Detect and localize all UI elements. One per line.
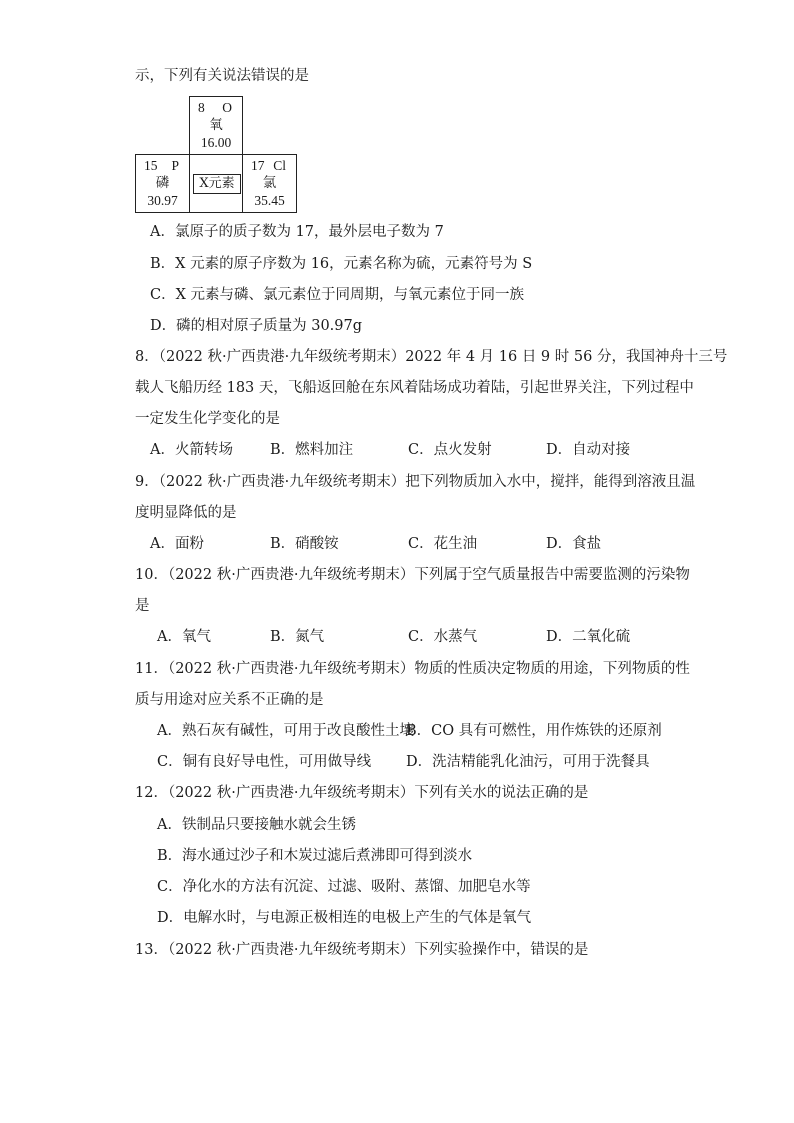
q9-option-d: D．食盐: [546, 536, 602, 552]
q8-option-b: B．燃料加注: [270, 442, 354, 458]
q11-option-a: A．熟石灰有碱性，可用于改良酸性土壤: [157, 723, 414, 739]
q8-option-a: A．火箭转场: [150, 442, 233, 458]
element-name: 磷: [155, 175, 170, 191]
q9-options: [150, 534, 601, 554]
q10-option-c: C．水蒸气: [408, 629, 478, 645]
q11-option-d: D．洗洁精能乳化油污，可用于洗餐具: [406, 754, 650, 770]
element-symbol: Cl: [273, 158, 286, 173]
atomic-mass: 30.97: [147, 193, 178, 208]
element-symbol: P: [171, 158, 179, 173]
question-continuation: 示，下列有关说法错误的是: [135, 68, 309, 84]
q10-option-b: B．氮气: [270, 629, 325, 645]
q9-option-b: B．硝酸铵: [270, 536, 339, 552]
atomic-number: 15: [144, 158, 158, 173]
element-cell-phosphorus: [135, 154, 190, 213]
q11-option-b: B．CO 具有可燃性，用作炼铁的还原剂: [406, 723, 662, 739]
q10-options: [157, 627, 630, 647]
q12-option-d: D．电解水时，与电源正极相连的电极上产生的气体是氧气: [157, 910, 532, 926]
q12-option-c: C．净化水的方法有沉淀、过滤、吸附、蒸馏、加肥皂水等: [157, 879, 531, 895]
q8-stem-line3: 一定发生化学变化的是: [135, 411, 280, 427]
q10-stem-line2: 是: [135, 598, 150, 614]
q11-options-row2: [157, 752, 650, 772]
q9-stem-line2: 度明显降低的是: [135, 505, 237, 521]
q12-stem-line1: 12．（2022 秋·广西贵港·九年级统考期末）下列有关水的说法正确的是: [135, 785, 589, 801]
q7-option-d: D．磷的相对原子质量为 30.97g: [150, 318, 363, 334]
q8-option-d: D．自动对接: [546, 442, 631, 458]
q10-stem-line1: 10．（2022 秋·广西贵港·九年级统考期末）下列属于空气质量报告中需要监测的污染物: [135, 567, 690, 583]
q7-option-b: B．X 元素的原子序数为 16，元素名称为硫，元素符号为 S: [150, 256, 533, 272]
atomic-mass: 16.00: [200, 135, 232, 150]
atomic-number: 17: [251, 158, 265, 173]
element-name: 氧: [209, 117, 223, 133]
element-cell-oxygen: [189, 96, 243, 155]
q8-stem-line2: 载人飞船历经 183 天，飞船返回舱在东风着陆场成功着陆，引起世界关注，下列过程中: [135, 380, 694, 396]
q7-option-c: C．X 元素与磷、氯元素位于同周期，与氧元素位于同一族: [150, 287, 525, 303]
q13-stem-line1: 13．（2022 秋·广西贵港·九年级统考期末）下列实验操作中，错误的是: [135, 942, 589, 958]
element-symbol: O: [222, 100, 232, 115]
q11-option-c: C．铜有良好导电性，可用做导线: [157, 754, 372, 770]
q11-stem-line2: 质与用途对应关系不正确的是: [135, 692, 324, 708]
element-name: 氯: [262, 175, 277, 191]
element-cell-chlorine: [242, 154, 297, 213]
q8-stem-line1: 8．（2022 秋·广西贵港·九年级统考期末）2022 年 4 月 16 日 9 时 56 分，我国神舟十三号: [135, 349, 728, 365]
q9-option-a: A．面粉: [150, 536, 204, 552]
q12-option-a: A．铁制品只要接触水就会生锈: [157, 817, 356, 833]
q10-option-a: A．氧气: [157, 629, 211, 645]
atomic-number: 8: [198, 100, 205, 115]
q9-option-c: C．花生油: [408, 536, 478, 552]
q8-option-c: C．点火发射: [408, 442, 492, 458]
q10-option-d: D．二氧化硫: [546, 629, 631, 645]
q12-option-b: B．海水通过沙子和木炭过滤后煮沸即可得到淡水: [157, 848, 473, 864]
q11-stem-line1: 11．（2022 秋·广西贵港·九年级统考期末）物质的性质决定物质的用途，下列物质的性: [135, 661, 690, 677]
atomic-mass: 35.45: [254, 193, 285, 208]
q8-options: [150, 440, 630, 460]
q7-option-a: A．氯原子的质子数为 17，最外层电子数为 7: [150, 224, 444, 240]
q9-stem-line1: 9．（2022 秋·广西贵港·九年级统考期末）把下列物质加入水中，搅拌，能得到溶液且温: [135, 474, 696, 490]
element-x-label: X元素: [193, 174, 241, 194]
q11-options-row1: [157, 721, 662, 741]
